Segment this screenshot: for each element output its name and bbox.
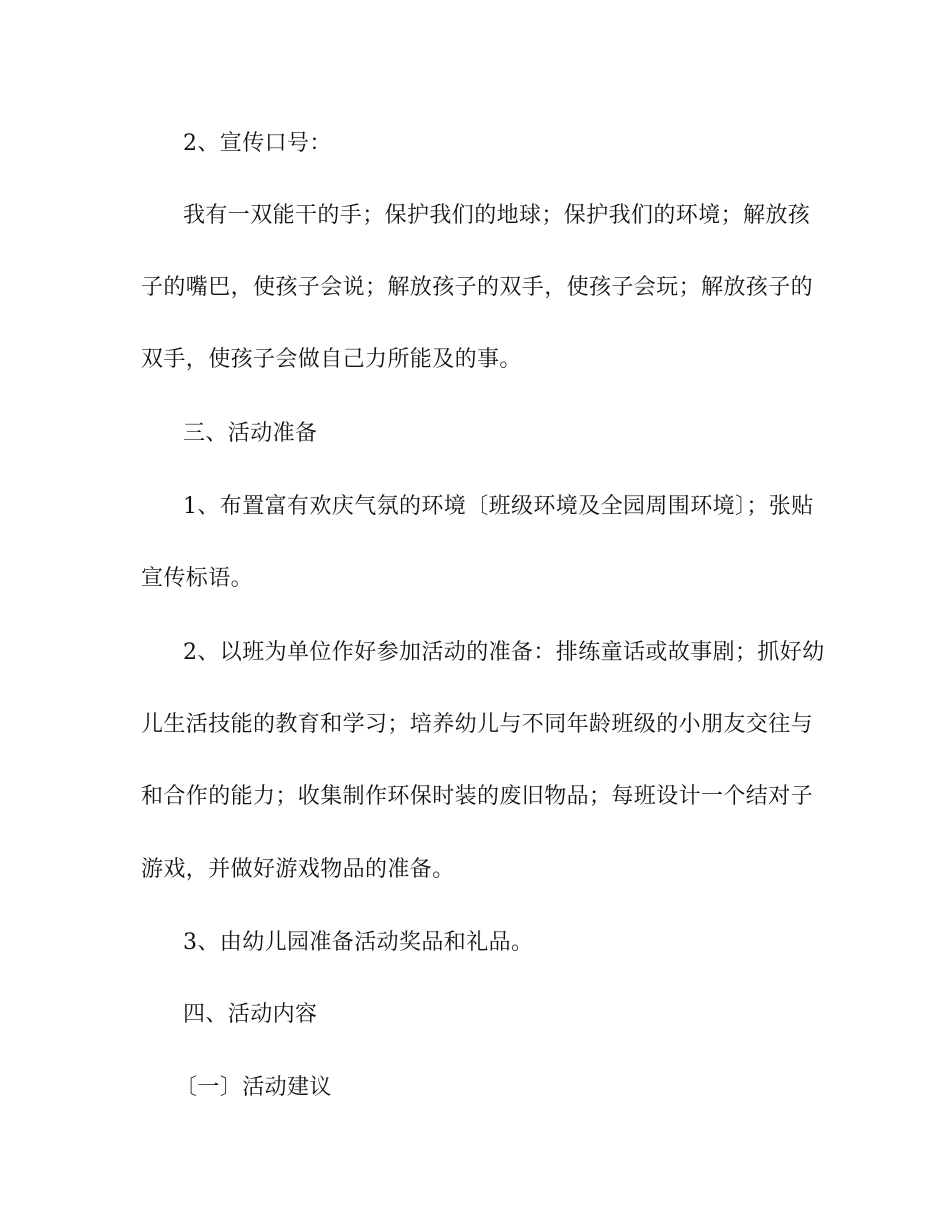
paragraph-line: 我有一双能干的手；保护我们的地球；保护我们的环境；解放孩 <box>183 203 811 228</box>
paragraph-line: 游戏，并做好游戏物品的准备。 <box>141 857 455 882</box>
paragraph-line: 和合作的能力；收集制作环保时装的废旧物品；每班设计一个结对子 <box>141 784 814 809</box>
slogan-heading: 2、宣传口号： <box>183 131 332 156</box>
paragraph-line: 1、布置富有欢庆气氛的环境〔班级环境及全园周围环境〕；张贴 <box>183 494 814 519</box>
paragraph-line: 儿生活技能的教育和学习；培养幼儿与不同年龄班级的小朋友交往与 <box>141 712 814 737</box>
subsection-heading-suggestions: 〔一〕活动建议 <box>175 1075 332 1100</box>
section-heading-preparation: 三、活动准备 <box>183 421 318 446</box>
paragraph-line: 2、以班为单位作好参加活动的准备：排练童话或故事剧；抓好幼 <box>183 640 825 665</box>
paragraph-line: 子的嘴巴，使孩子会说；解放孩子的双手，使孩子会玩；解放孩子的 <box>141 275 814 300</box>
paragraph-line: 双手，使孩子会做自己力所能及的事。 <box>141 347 522 372</box>
section-heading-content: 四、活动内容 <box>183 1002 318 1027</box>
paragraph-line: 3、由幼儿园准备活动奖品和礼品。 <box>183 930 534 955</box>
paragraph-line: 宣传标语。 <box>141 566 254 591</box>
